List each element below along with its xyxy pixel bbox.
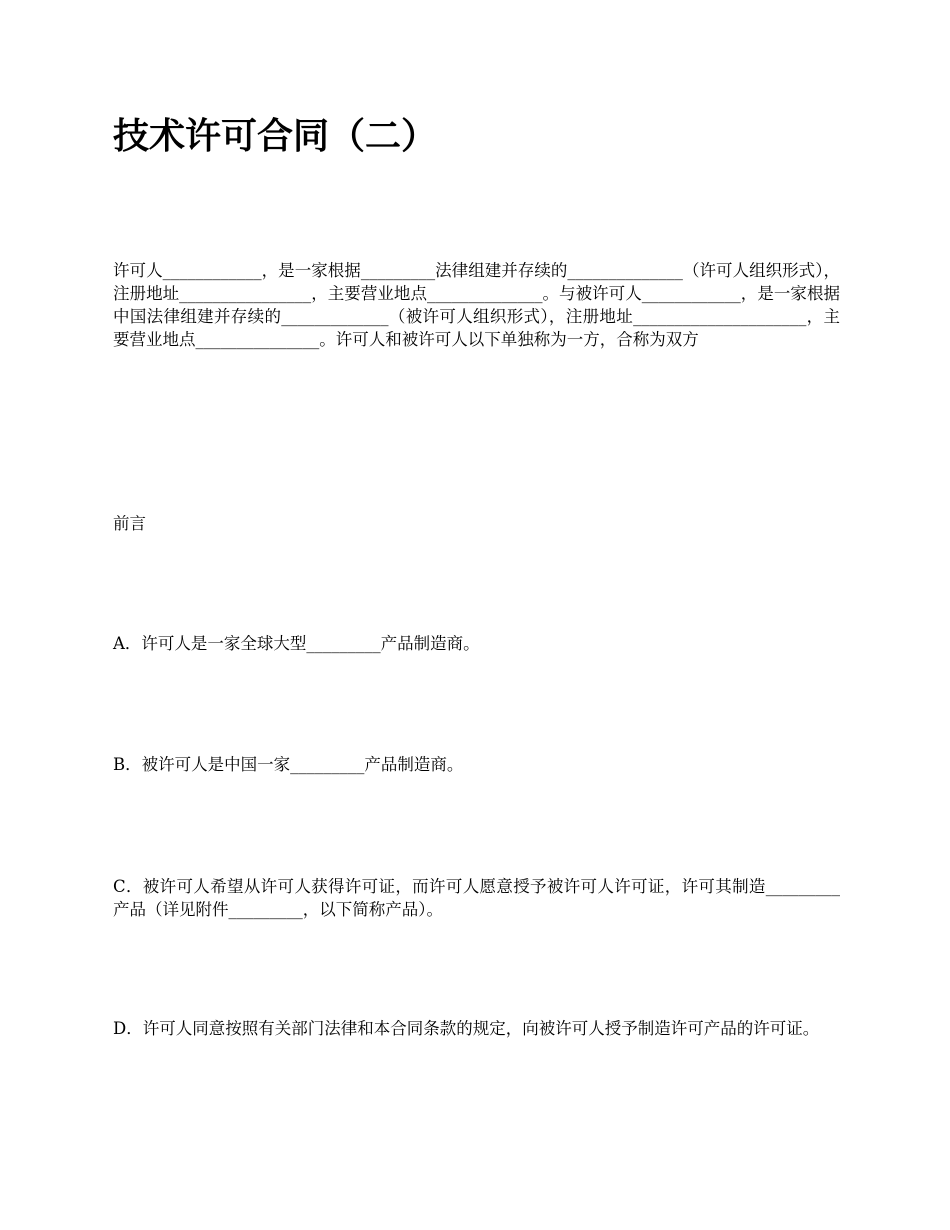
clause-b-paragraph: B．被许可人是中国一家_________产品制造商。 <box>113 755 464 774</box>
clause-a-paragraph: A．许可人是一家全球大型_________产品制造商。 <box>113 634 480 653</box>
clause-d-paragraph: D．许可人同意按照有关部门法律和本合同条款的规定，向被许可人授予制造许可产品的许可证。 <box>113 1019 820 1038</box>
clause-c-paragraph: C．被许可人希望从许可人获得许可证，而许可人愿意授予被许可人许可证，许可其制造_________产品（详见附件_________，以下简称产品）。 <box>113 877 840 919</box>
document-title: 技术许可合同（二） <box>113 115 438 157</box>
preface-heading: 前言 <box>113 514 146 533</box>
intro-paragraph: 许可人____________，是一家根据_________法律组建并存续的______________（许可人组织形式），注册地址________________，主要营业地点______________。与被许可人____________，是一家根据中国法律组建并存续的_____________（被许可人组织形式），注册地址_____________________，主要营业地点_______________。许可人和被许可人以下单独称为一方，合称为双方 <box>113 261 840 349</box>
